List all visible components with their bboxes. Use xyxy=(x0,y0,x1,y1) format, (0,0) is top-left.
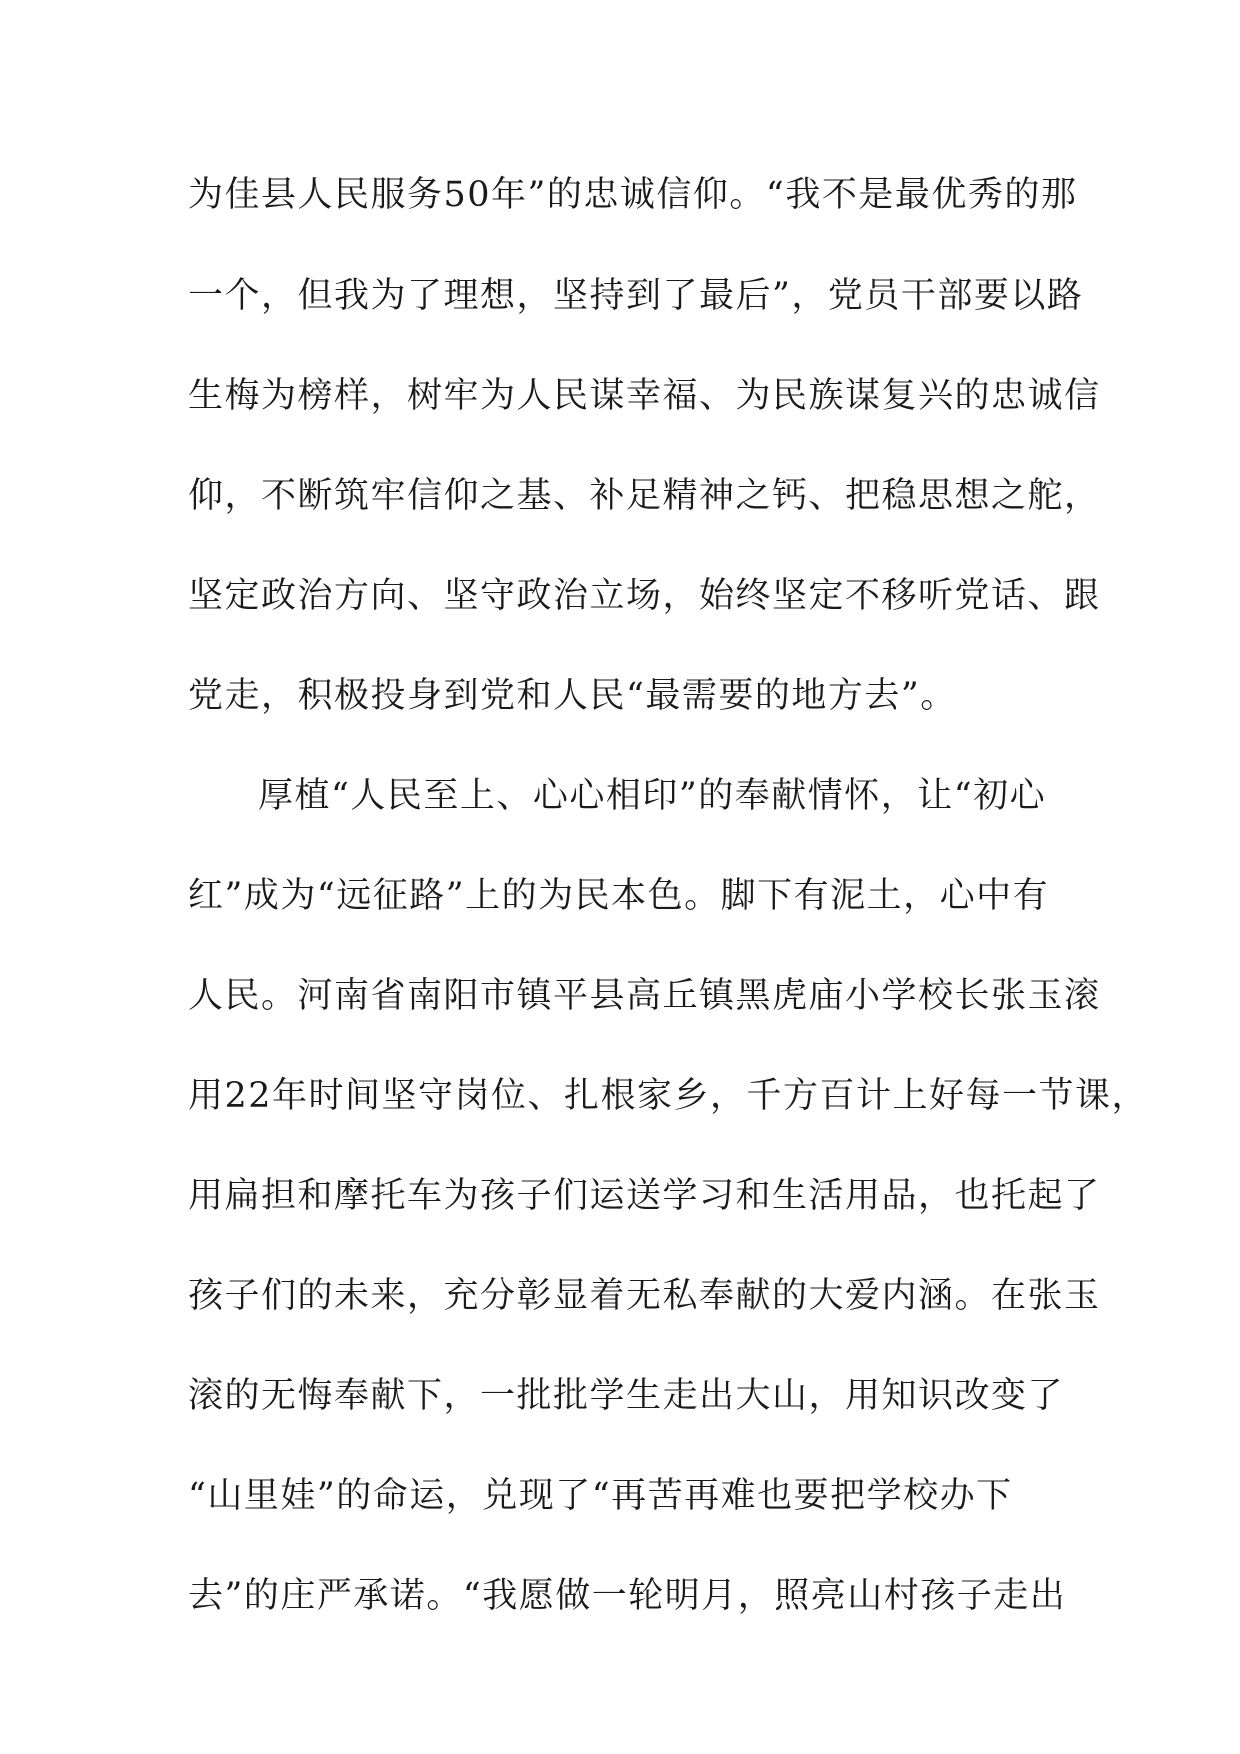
paragraph-first-line: 厚植“人民至上、心心相印”的奉献情怀，让“初心 xyxy=(258,776,1047,816)
text-line: 仰，不断筑牢信仰之基、补足精神之钙、把稳思想之舵， xyxy=(188,476,1101,516)
text-line: 用22年时间坚守岗位、扎根家乡，千方百计上好每一节课， xyxy=(188,1076,1149,1116)
text-line: 孩子们的未来，充分彰显着无私奉献的大爱内涵。在张玉 xyxy=(188,1276,1101,1316)
text-line: 去”的庄严承诺。“我愿做一轮明月，照亮山村孩子走出 xyxy=(188,1576,1067,1616)
text-line: 红”成为“远征路”上的为民本色。脚下有泥土，心中有 xyxy=(188,876,1050,916)
text-line: 为佳县人民服务50年”的忠诚信仰。“我不是最优秀的那 xyxy=(188,175,1078,215)
text-line: 党走，积极投身到党和人民“最需要的地方去”。 xyxy=(188,676,957,716)
text-line: 一个，但我为了理想，坚持到了最后”，党员干部要以路 xyxy=(188,276,1084,316)
text-line: 用扁担和摩托车为孩子们运送学习和生活用品，也托起了 xyxy=(188,1176,1101,1216)
text-line: “山里娃”的命运，兑现了“再苦再难也要把学校办下 xyxy=(188,1476,1013,1516)
text-line: 生梅为榜样，树牢为人民谋幸福、为民族谋复兴的忠诚信 xyxy=(188,376,1101,416)
text-line: 坚定政治方向、坚守政治立场，始终坚定不移听党话、跟 xyxy=(188,576,1101,616)
text-line: 滚的无悔奉献下，一批批学生走出大山，用知识改变了 xyxy=(188,1376,1065,1416)
text-line: 人民。河南省南阳市镇平县高丘镇黑虎庙小学校长张玉滚 xyxy=(188,976,1101,1016)
